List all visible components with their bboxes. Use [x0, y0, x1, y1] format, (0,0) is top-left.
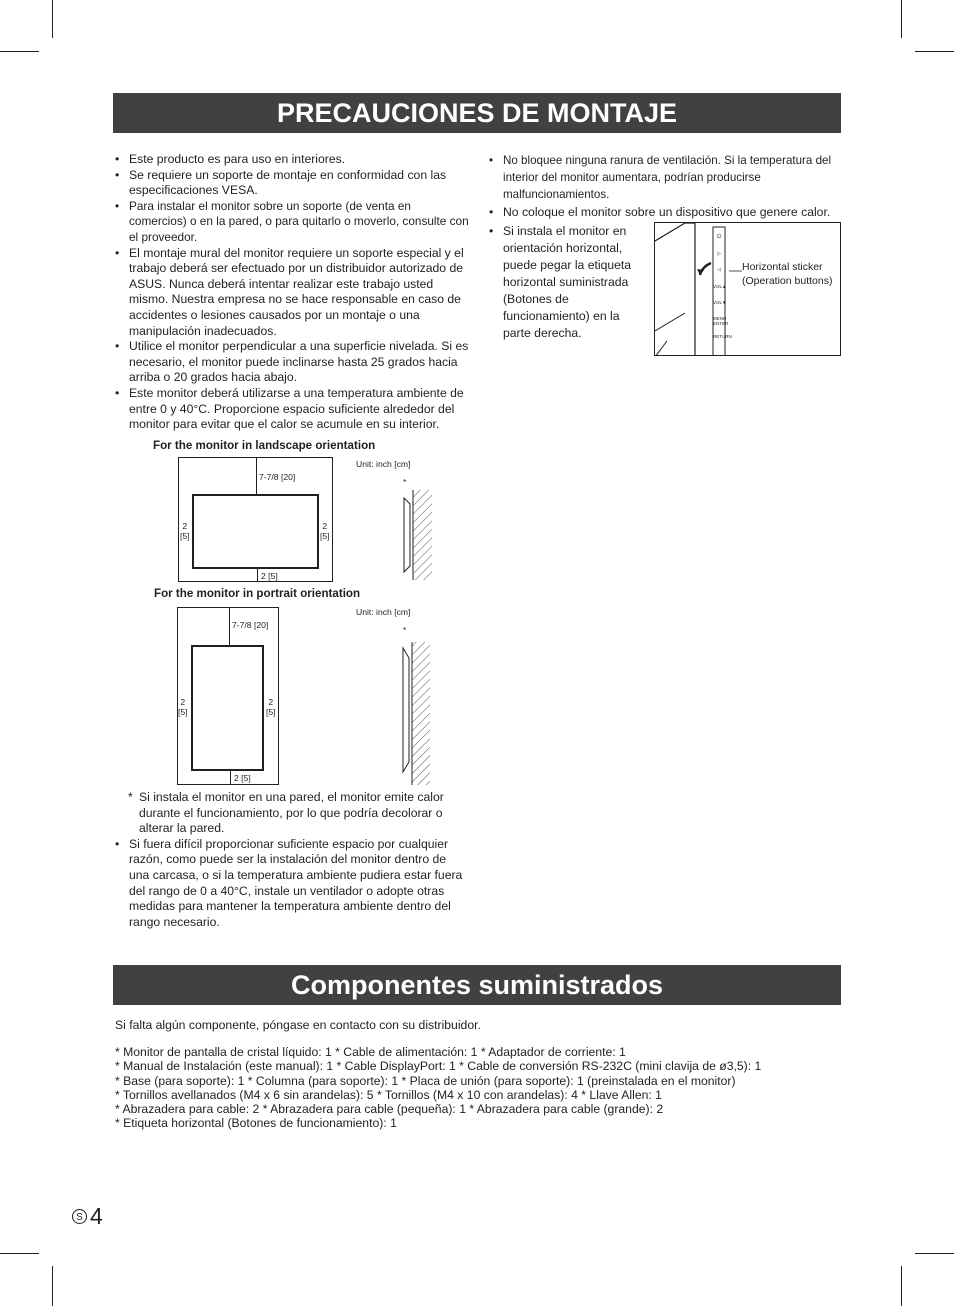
supplied-components — [115, 1018, 835, 1131]
precaution-item: • Este monitor deberá utilizarse a una temperatura ambiente de entre 0 y 40°C. Proporcione espacio suficiente alrededor del monitor para evitar que el calor se acumule en su interior. — [113, 386, 469, 433]
portrait-top-dimension: 7-7/8 [20] — [232, 620, 269, 630]
crop-mark — [52, 0, 53, 38]
section-title-supplied: Componentes suministrados — [113, 965, 841, 1005]
component-line: * Abrazadera para cable: 2 * Abrazadera para cable (pequeña): 1 * Abrazadera para cable (grande): 2 — [115, 1102, 664, 1117]
crop-mark — [901, 0, 902, 38]
portrait-top-dimension-line — [229, 608, 230, 645]
landscape-unit: Unit: inch [cm] — [356, 459, 411, 469]
landscape-bottom-dimension: 2 [5] — [261, 571, 278, 581]
precaution-item — [487, 223, 645, 342]
precaution-item: • Si fuera difícil proporcionar suficiente espacio por cualquier razón, como puede ser la instalación del monitor dentro de una carcasa, o si la temperatura ambiente pudiera estar fuera del rango de 0 a 40°C, instale un ventilador o adopte otras medidas para mantener la temperatura ambiente dentro del rango necesario. — [113, 837, 469, 931]
portrait-bottom-dimension: 2 [5] — [234, 773, 251, 783]
left-arrow-icon: ◁ — [717, 267, 721, 273]
crop-mark — [52, 1266, 53, 1306]
portrait-unit: Unit: inch [cm] — [356, 607, 411, 617]
return-label: RETURN — [713, 334, 732, 339]
portrait-right-dimension: 2 [5] — [266, 697, 276, 717]
portrait-monitor-outline — [191, 645, 264, 771]
crop-mark — [915, 1253, 954, 1254]
volume-up-label: VOL▲ — [713, 284, 727, 289]
sticker-label: Horizontal sticker (Operation buttons) — [742, 261, 833, 287]
landscape-wall-asterisk: * — [403, 477, 407, 487]
precaution-item: • Este producto es para uso en interiores. — [113, 152, 469, 168]
precaution-item: • Para instalar el monitor sobre un soporte (de venta en comercios) o en la pared, o para quitarlo o moverlo, consulte con el proveedor. — [113, 199, 469, 246]
crop-mark — [0, 51, 39, 52]
section-title-mounting: PRECAUCIONES DE MONTAJE — [113, 93, 841, 133]
component-line: * Etiqueta horizontal (Botones de funcionamiento): 1 — [115, 1116, 397, 1131]
sticker-button-list — [713, 231, 732, 342]
right-arrow-icon: ▷ — [717, 251, 721, 257]
component-line: * Monitor de pantalla de cristal líquido: 1 * Cable de alimentación: 1 * Adaptador de corriente: 1 — [115, 1045, 626, 1059]
precaution-item: • Se requiere un soporte de montaje en conformidad con las especificaciones VESA. — [113, 168, 469, 199]
portrait-bottom-dimension-line — [230, 771, 231, 784]
landscape-monitor-outline — [192, 494, 319, 569]
precaution-item: • El montaje mural del monitor requiere un soporte especial y el trabajo deberá ser efectuado por un distribuidor autorizado de ASUS. Nunca deberá intentar realizar este trabajo usted mismo. Nuestra empresa no se hace responsable en caso de accidentes o lesiones causados por un montaje o una manipulación inadecuados. — [113, 246, 469, 340]
precaution-item: • Utilice el monitor perpendicular a una superficie nivelada. Si es necesario, el monitor puede inclinarse hasta 25 grados hacia arriba o 20 grados hacia abajo. — [113, 339, 469, 386]
portrait-diagram-title: For the monitor in portrait orientation — [154, 587, 361, 600]
wall-heat-note: * Si instala el monitor en una pared, el monitor emite calor durante el funcionamiento, por lo que podría decolorar o alterar la pared. — [128, 790, 444, 836]
portrait-left-dimension: 2 [5] — [178, 697, 188, 717]
landscape-left-dimension: 2 [5] — [180, 521, 190, 541]
crop-mark — [0, 1253, 39, 1254]
sticker-instruction: Si instala el monitor en orientación horizontal, puede pegar la etiqueta horizontal suministrada (Botones de funcionamiento) en la parte derecha. — [503, 223, 632, 340]
monitor-side-drawing — [655, 223, 841, 356]
crop-mark — [915, 51, 954, 52]
landscape-wall-side-view — [403, 490, 433, 580]
menu-enter-label: MENU ENTER — [713, 316, 729, 326]
portrait-wall-asterisk: * — [403, 625, 407, 635]
precaution-item: • No coloque el monitor sobre un dispositivo que genere calor. — [487, 205, 843, 221]
portrait-wall-side-view — [401, 640, 431, 785]
sticker-illustration — [654, 222, 841, 356]
landscape-top-dimension-line — [256, 458, 257, 494]
component-line: * Tornillos avellanados (M4 x 6 sin arandelas): 5 * Tornillos (M4 x 10 con arandelas): 4 * Llave Allen: 1 — [115, 1087, 662, 1102]
landscape-bottom-dimension-line — [257, 569, 258, 581]
precautions-left-column — [113, 152, 469, 433]
page-footer — [72, 1203, 103, 1229]
component-line: * Base (para soporte): 1 * Columna (para soporte): 1 * Placa de unión (para soporte): 1 (preinstalada en el monitor) — [115, 1073, 736, 1088]
precaution-item: • No bloquee ninguna ranura de ventilación. Si la temperatura del interior del monitor aumentara, podrían producirse malfuncionamientos. — [487, 152, 843, 203]
crop-mark — [901, 1266, 902, 1306]
landscape-right-dimension: 2 [5] — [320, 521, 330, 541]
component-line: * Manual de Instalación (este manual): 1 * Cable DisplayPort: 1 * Cable de conversión RS-232C (mini clavija de ø3,5): 1 — [115, 1059, 762, 1074]
page-number: 4 — [90, 1203, 103, 1229]
landscape-top-dimension: 7-7/8 [20] — [259, 472, 296, 482]
volume-down-label: VOL▼ — [713, 300, 727, 305]
landscape-diagram-title: For the monitor in landscape orientation — [153, 439, 376, 452]
mounting-notes — [113, 790, 469, 930]
language-badge: S — [72, 1209, 87, 1224]
power-icon: ⏻ — [716, 234, 722, 240]
supplied-intro: Si falta algún componente, póngase en contacto con su distribuidor. — [115, 1018, 481, 1032]
